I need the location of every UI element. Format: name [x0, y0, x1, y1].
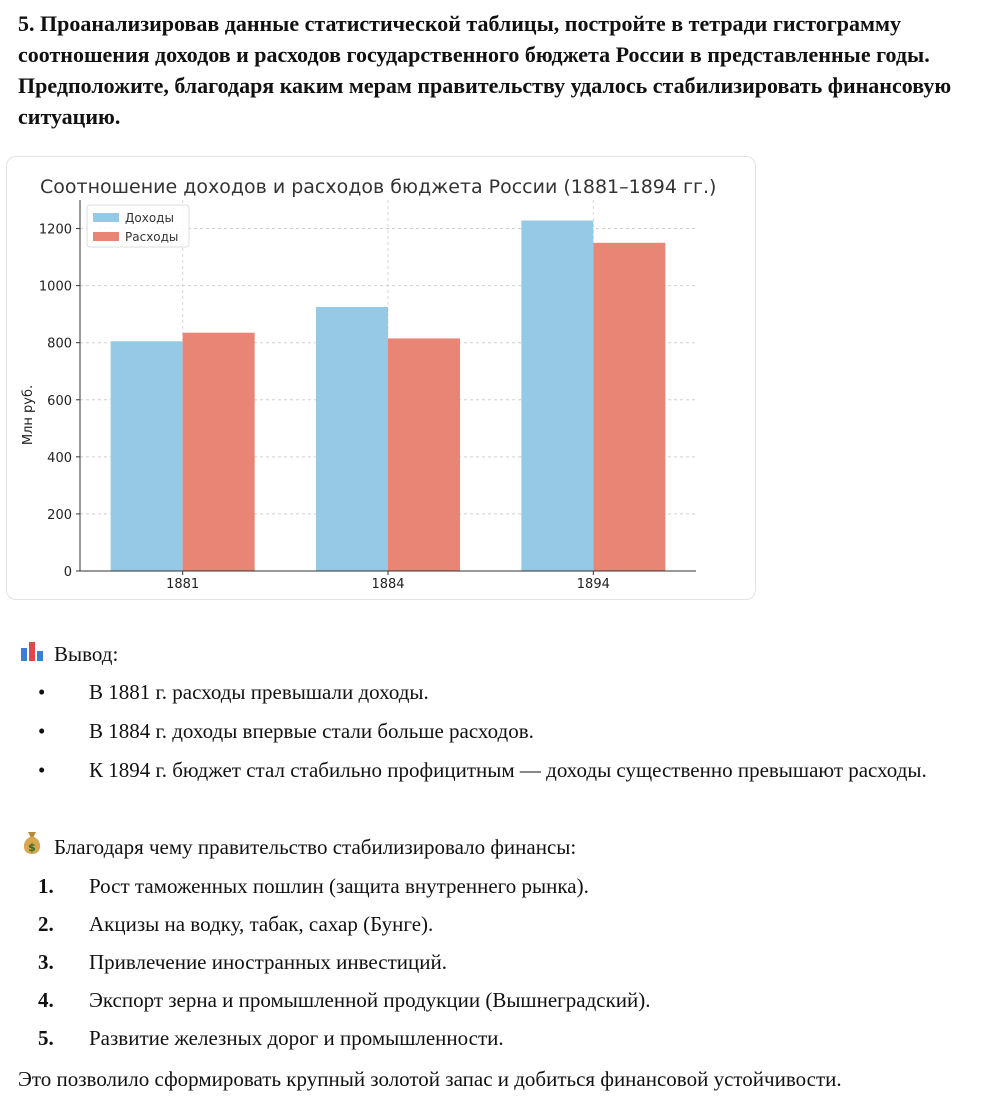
bullet-icon: •: [38, 758, 46, 782]
chart-svg: [7, 157, 755, 599]
y-tick-label: 0: [63, 565, 72, 580]
svg-text:$: $: [28, 841, 36, 854]
legend-label: Расходы: [125, 230, 179, 244]
conclusion-list: [0, 678, 984, 795]
budget-chart: [6, 156, 756, 600]
bar-Доходы-1894: [521, 221, 593, 571]
measures-heading: [20, 830, 576, 864]
y-tick-label: 600: [47, 393, 72, 409]
y-tick-label: 1000: [38, 279, 72, 295]
list-item: 2. Акцизы на водку, табак, сахар (Бунге).: [38, 912, 434, 936]
list-item: 1. Рост таможенных пошлин (защита внутреннего рынка).: [38, 874, 589, 898]
x-tick-label: 1894: [576, 577, 610, 592]
bullet-icon: •: [38, 719, 46, 743]
task-text: 5. Проанализировав данные статистической таблицы, постройте в тетради гистограмму соотношения доходов и расходов государственного бюджета России в представленные годы. Предположите, благодаря каким мерам правительству удалось стабилизировать финансовую ситуацию.: [18, 11, 952, 129]
chart-title: Соотношение доходов и расходов бюджета России (1881–1894 гг.): [40, 176, 717, 198]
bar-Расходы-1894: [593, 243, 665, 571]
measures-title: Благодаря чему правительство стабилизировало финансы:: [54, 835, 577, 859]
legend-swatch: [93, 232, 119, 241]
legend-swatch: [93, 213, 119, 222]
bar-Расходы-1884: [388, 338, 460, 571]
y-tick-label: 400: [47, 450, 72, 466]
legend-label: Доходы: [125, 211, 174, 225]
measures-list: [0, 872, 984, 1062]
y-tick-label: 1200: [38, 222, 72, 238]
bar-chart-icon: [20, 638, 44, 670]
y-axis-label: Млн руб.: [21, 384, 36, 446]
x-tick-label: 1884: [371, 577, 405, 592]
y-tick-label: 800: [47, 336, 72, 352]
y-tick-label: 200: [47, 507, 72, 523]
list-item: 4. Экспорт зерна и промышленной продукции (Вышнеградский).: [38, 988, 651, 1012]
list-item: 3. Привлечение иностранных инвестиций.: [38, 950, 447, 974]
money-bag-icon: [20, 830, 44, 864]
bar-Доходы-1881: [111, 341, 183, 571]
list-item: • В 1884 г. доходы впервые стали больше расходов.: [0, 717, 984, 746]
bar-Доходы-1884: [316, 307, 388, 571]
list-item: • В 1881 г. расходы превышали доходы.: [0, 678, 984, 707]
final-statement: Это позволило сформировать крупный золотой запас и добиться финансовой устойчивости.: [18, 1067, 842, 1091]
conclusion-title: Вывод:: [54, 642, 119, 666]
list-item: 5. Развитие железных дорог и промышленности.: [38, 1026, 504, 1050]
bar-Расходы-1881: [183, 333, 255, 571]
x-tick-label: 1881: [166, 577, 200, 592]
bullet-icon: •: [38, 680, 46, 704]
list-item: • К 1894 г. бюджет стал стабильно профицитным — доходы существенно превышают расходы.: [0, 756, 984, 785]
conclusion-heading: [20, 638, 118, 670]
